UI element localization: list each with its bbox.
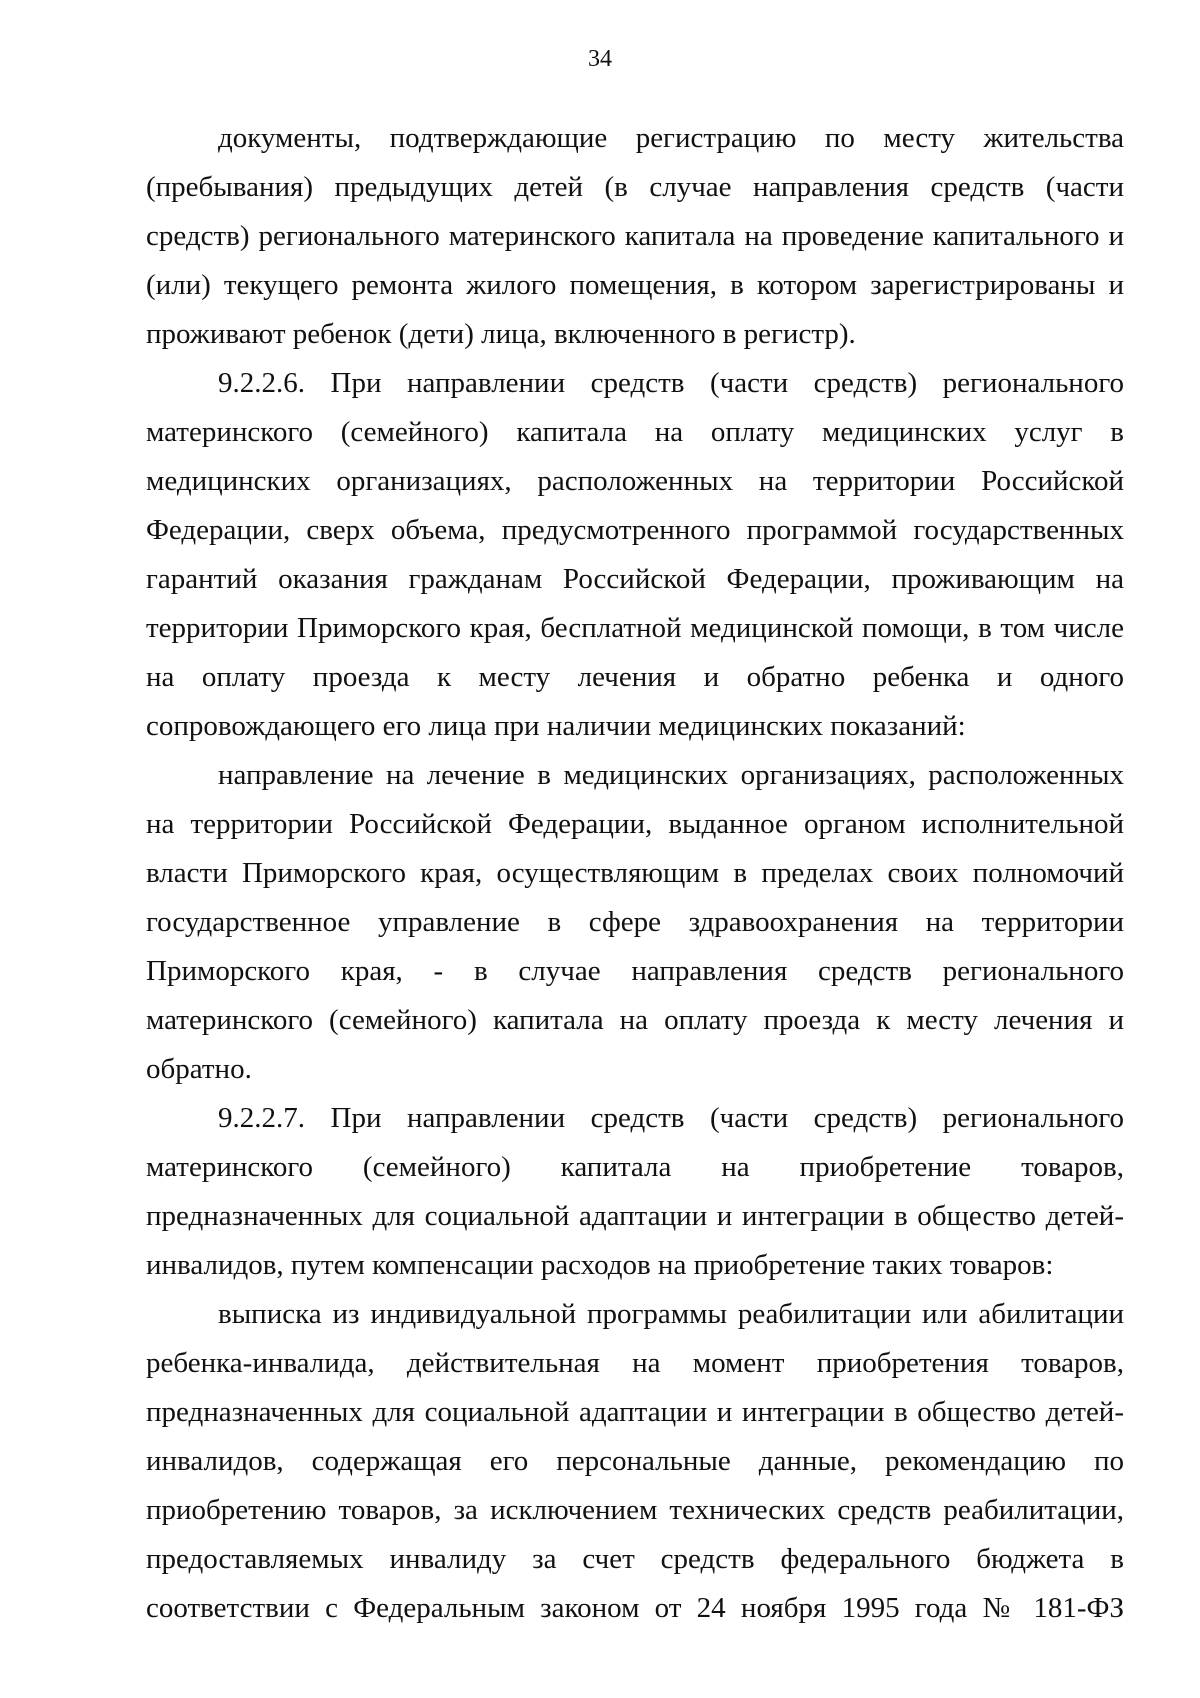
paragraph-9-2-2-7: 9.2.2.7. При направлении средств (части средств) регионального материнского (семейного) капитала на приобретение товаров, предназначенных для социальной адаптации и интеграции в общество детей-инвалидов, путем компенсации расходов на приобретение таких товаров: <box>146 1102 1124 1281</box>
document-body <box>146 114 1124 1633</box>
paragraph-registration-documents: документы, подтверждающие регистрацию по месту жительства (пребывания) предыдущих детей (в случае направления средств (части средств) регионального материнского капитала на проведение капитального и (или) текущего ремонта жилого помещения, в котором зарегистрированы и проживают ребенок (дети) лица, включенного в регистр). <box>146 122 1124 350</box>
paragraph-treatment-referral: направление на лечение в медицинских организациях, расположенных на территории Российской Федерации, выданное органом исполнительной власти Приморского края, осуществляющим в пределах своих полномочий государственное управление в сфере здравоохранения на территории Приморского края, - в случае направления средств регионального материнского (семейного) капитала на оплату проезда к месту лечения и обратно. <box>146 759 1124 1085</box>
paragraph-rehabilitation-extract: выписка из индивидуальной программы реабилитации или абилитации ребенка-инвалида, действительная на момент приобретения товаров, предназначенных для социальной адаптации и интеграции в общество детей-инвалидов, содержащая его персональные данные, рекомендацию по приобретению товаров, за исключением технических средств реабилитации, предоставляемых инвалиду за счет средств федерального бюджета в соответствии с Федеральным законом от 24 ноября 1995 года № 181-ФЗ <box>146 1298 1124 1624</box>
page-number: 34 <box>588 46 612 72</box>
paragraph-9-2-2-6: 9.2.2.6. При направлении средств (части средств) регионального материнского (семейного) капитала на оплату медицинских услуг в медицинских организациях, расположенных на территории Российской Федерации, сверх объема, предусмотренного программой государственных гарантий оказания гражданам Российской Федерации, проживающим на территории Приморского края, бесплатной медицинской помощи, в том числе на оплату проезда к месту лечения и обратно ребенка и одного сопровождающего его лица при наличии медицинских показаний: <box>146 367 1124 742</box>
